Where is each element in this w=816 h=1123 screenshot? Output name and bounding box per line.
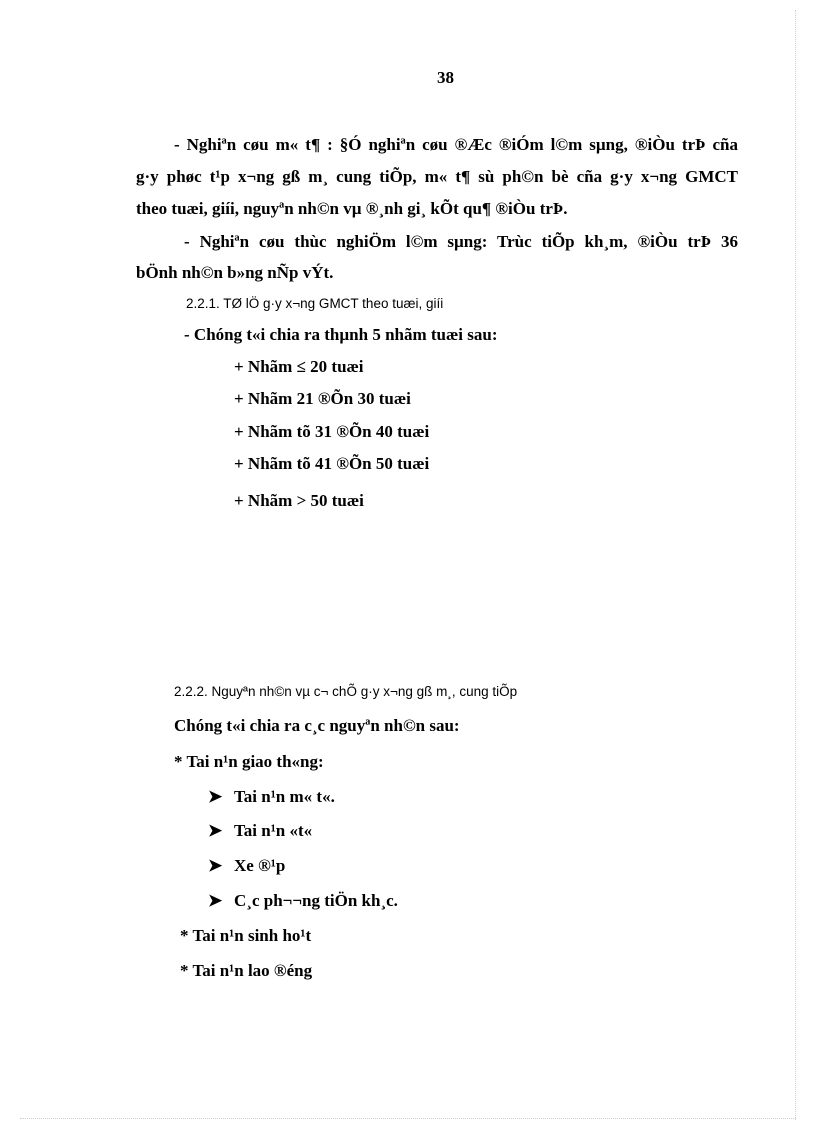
- other-cause-item: * Tai n¹n sinh ho¹t: [180, 926, 312, 945]
- page-bottom-border: [20, 1118, 796, 1119]
- arrow-bullet-icon: ➤: [208, 856, 223, 875]
- arrow-bullet-icon: ➤: [208, 821, 223, 840]
- paragraph-2-line-2: bÖnh nh©n b»ng nÑp vÝt.: [136, 263, 334, 282]
- age-group-item: + Nhãm ≤ 20 tuæi: [234, 357, 364, 376]
- age-group-item: + Nhãm > 50 tuæi: [234, 491, 364, 510]
- age-group-item: + Nhãm 21 ®Õn 30 tuæi: [234, 389, 411, 408]
- causes-intro: Chóng t«i chia ra c¸c nguyªn nh©n sau:: [174, 716, 460, 735]
- paragraph-1-line-2: g·y phøc t¹p x¬ng gß m¸ cung tiÕp, m« t¶ sù ph©n bè cña g·y x¬ng GMCT: [136, 167, 738, 186]
- section-2-2-2-heading: 2.2.2. Nguyªn nh©n vµ c¬ chÕ g·y x¬ng gß m¸, cung tiÕp: [174, 684, 518, 699]
- arrow-bullet-icon: ➤: [208, 787, 223, 806]
- traffic-item-label: Xe ®¹p: [234, 856, 286, 875]
- other-cause-item: * Tai n¹n lao ®éng: [180, 961, 313, 980]
- age-group-item: + Nhãm tõ 41 ®Õn 50 tuæi: [234, 454, 430, 473]
- traffic-item-label: C¸c ph¬¬ng tiÖn kh¸c.: [234, 891, 398, 910]
- paragraph-1-line-1: - Nghiªn cøu m« t¶ : §Ó nghiªn cøu ®Æc ®iÓm l©m sµng, ®iÒu trÞ cña: [174, 135, 738, 154]
- page-right-border: [795, 10, 796, 1120]
- traffic-item: [208, 788, 335, 805]
- section-2-2-1-heading: 2.2.1. TØ lÖ g·y x¬ng GMCT theo tuæi, giíi: [186, 296, 444, 311]
- traffic-accident-heading: * Tai n¹n giao th«ng:: [174, 752, 324, 771]
- traffic-item-label: Tai n¹n m« t«.: [234, 787, 335, 806]
- traffic-item: [208, 892, 398, 909]
- age-groups-intro: - Chóng t«i chia ra thµnh 5 nhãm tuæi sau:: [184, 325, 498, 344]
- age-group-item: + Nhãm tõ 31 ®Õn 40 tuæi: [234, 422, 430, 441]
- traffic-item: [208, 857, 285, 874]
- paragraph-2-line-1: - Nghiªn cøu thùc nghiÖm l©m sµng: Trùc tiÕp kh¸m, ®iÒu trÞ 36: [184, 232, 738, 251]
- page-number: 38: [437, 68, 454, 87]
- paragraph-1-line-3: theo tuæi, giíi, nguyªn nh©n vµ ®¸nh gi¸ kÕt qu¶ ®iÒu trÞ.: [136, 199, 568, 218]
- traffic-item-label: Tai n¹n «t«: [234, 821, 313, 840]
- traffic-item: [208, 822, 312, 839]
- arrow-bullet-icon: ➤: [208, 891, 223, 910]
